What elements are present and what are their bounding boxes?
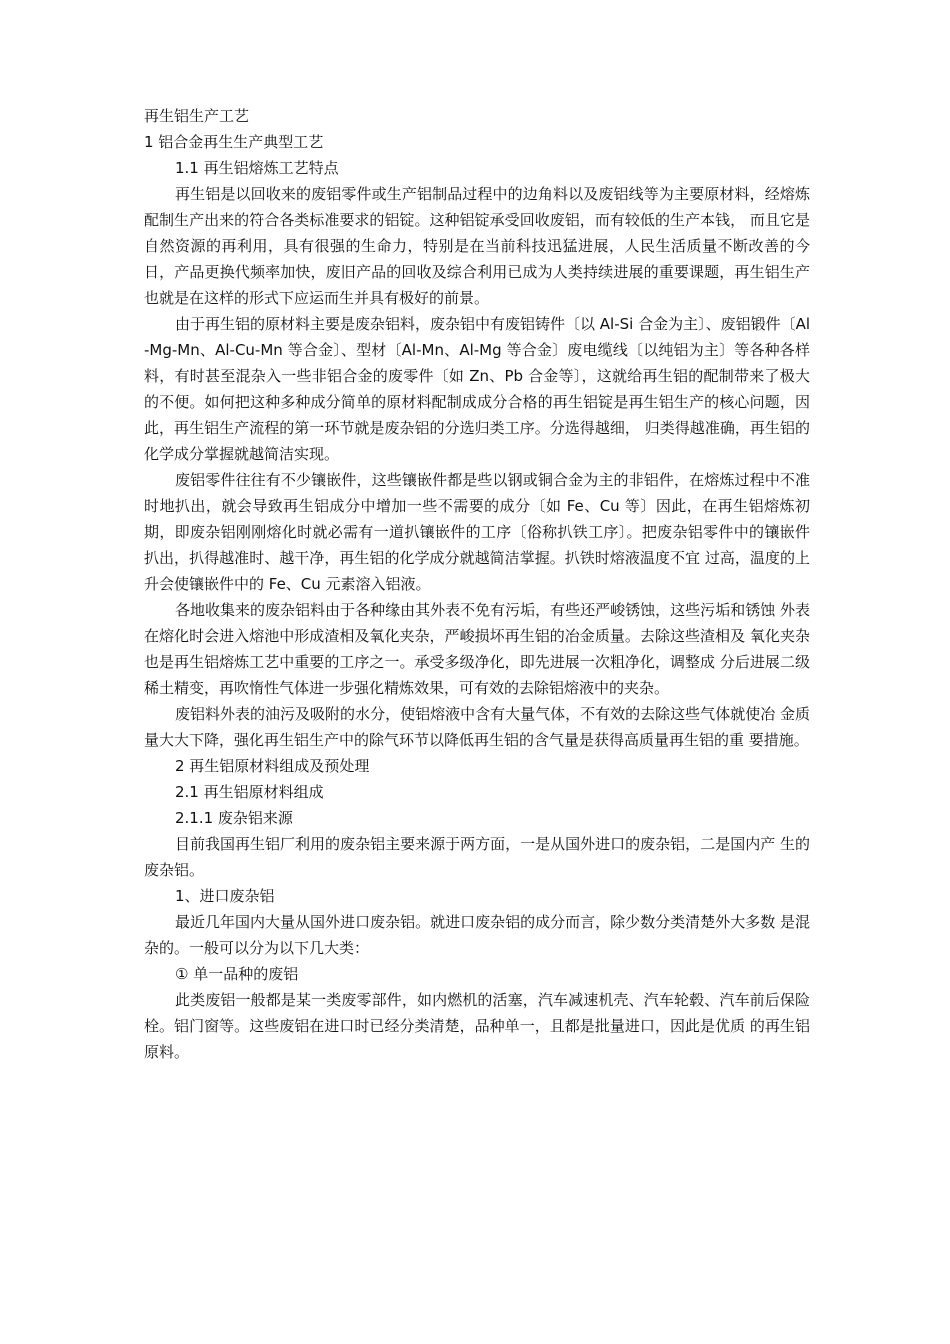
heading-2-1-1: 2.1.1 废杂铝来源 [175,809,293,827]
heading-2-1: 2.1 再生铝原材料组成 [175,783,324,801]
paragraph-3: 废铝零件往往有不少镶嵌件，这些镶嵌件都是些以钢或铜合金为主的非铝件，在熔炼过程中不准时地扒出，就会导致再生铝成分中增加一些不需要的成分〔如 Fe、Cu 等〕因此，在再生铝熔炼初期，即废杂铝刚刚熔化时就必需有一道扒镶嵌件的工序〔俗称扒铁工序〕。把废杂铝零件中的镶嵌件扒出，扒得越准时、越干净，再生铝的化学成分就越简洁掌握。扒铁时熔液温度不宜 过高，温度的上升会使镶嵌件中的 Fe、Cu 元素溶入铝液。 [144,471,810,593]
heading-1: 1 铝合金再生生产典型工艺 [144,133,324,151]
heading-1-1: 1.1 再生铝熔炼工艺特点 [175,159,339,177]
list-item-2: ① 单一品种的废铝 [175,965,299,983]
paragraph-6: 目前我国再生铝厂利用的废杂铝主要来源于两方面，一是从国外进口的废杂铝，二是国内产 生的废杂铝。 [144,835,810,879]
paragraph-7: 最近几年国内大量从国外进口废杂铝。就进口废杂铝的成分而言，除少数分类清楚外大多数 是混杂的。一般可以分为以下几大类： [144,913,810,957]
paragraph-1: 再生铝是以回收来的废铝零件或生产铝制品过程中的边角料以及废铝线等为主要原材料，经熔炼配制生产出来的符合各类标准要求的铝锭。这种铝锭承受回收废铝，而有较低的生产本钱， 而且它是自然资源的再利用，具有很强的生命力，特别是在当前科技迅猛进展，人民生活质量不断改善的今日，产品更换代频率加快，废旧产品的回收及综合利用已成为人类持续进展的重要课题，再生铝生产也就是在这样的形式下应运而生并具有极好的前景。 [144,185,810,307]
paragraph-2: 由于再生铝的原材料主要是废杂铝料，废杂铝中有废铝铸件〔以 Al-Si 合金为主〕、废铝锻件〔Al-Mg-Mn、Al-Cu-Mn 等合金〕、型材〔Al-Mn、Al-Mg 等合金〕废电缆线〔以纯铝为主〕等各种各样料，有时甚至混杂入一些非铝合金的废零件〔如 Zn、Pb 合金等〕，这就给再生铝的配制带来了极大的不便。如何把这种多种成分简单的原材料配制成成分合格的再生铝锭是再生铝生产的核心问题，因此，再生铝生产流程的第一环节就是废杂铝的分选归类工序。分选得越细， 归类得越准确，再生铝的化学成分掌握就越简洁实现。 [144,315,810,463]
heading-2: 2 再生铝原材料组成及预处理 [175,757,370,775]
paragraph-4: 各地收集来的废杂铝料由于各种缘由其外表不免有污垢，有些还严峻锈蚀，这些污垢和锈蚀 外表在熔化时会进入熔池中形成渣相及氧化夹杂，严峻损坏再生铝的冶金质量。去除这些渣相及 氧化夹杂也是再生铝熔炼工艺中重要的工序之一。承受多级净化，即先进展一次粗净化，调整成 分后进展二级稀土精变，再吹惰性气体进一步强化精炼效果，可有效的去除铝熔液中的夹杂。 [144,601,810,697]
list-item-1: 1、进口废杂铝 [175,887,275,905]
document-title: 再生铝生产工艺 [144,107,250,125]
paragraph-5: 废铝料外表的油污及吸附的水分，使铝熔液中含有大量气体，不有效的去除这些气体就使冶 金质量大大下降，强化再生铝生产中的除气环节以降低再生铝的含气量是获得高质量再生铝的重 要措施。 [144,705,810,749]
document-page [144,103,810,1065]
paragraph-8: 此类废铝一般都是某一类废零部件，如内燃机的活塞，汽车减速机壳、汽车轮毂、汽车前后保险栓。铝门窗等。这些废铝在进口时已经分类清楚，品种单一，且都是批量进口，因此是优质 的再生铝原料。 [144,991,810,1061]
